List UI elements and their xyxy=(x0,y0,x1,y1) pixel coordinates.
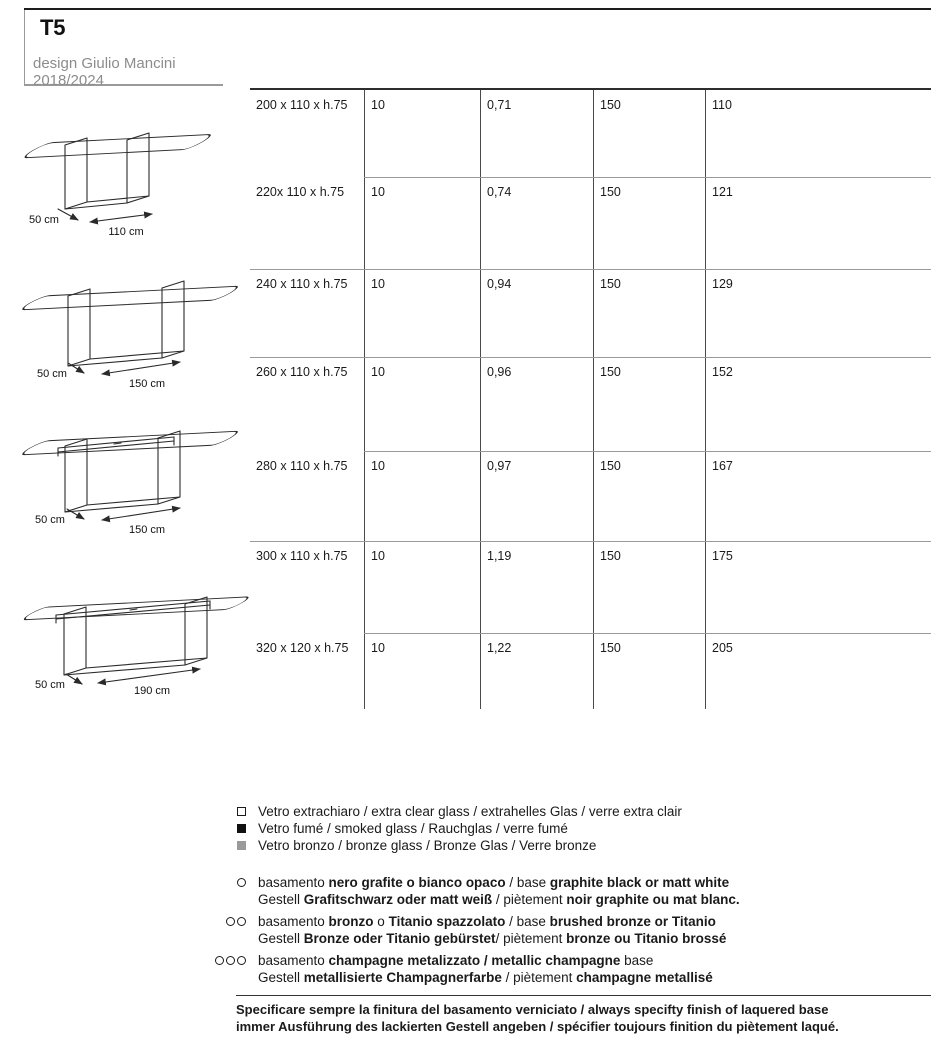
legend-text xyxy=(258,874,740,908)
left-support-panel xyxy=(68,289,90,366)
length-arrow xyxy=(102,362,180,374)
one-circle-icon xyxy=(215,874,246,908)
depth-label: 50 cm xyxy=(37,368,67,380)
volume-cell: 0,97 xyxy=(480,451,593,541)
tabletop-outline xyxy=(20,597,252,620)
finish-note xyxy=(236,995,931,1035)
depth-label: 50 cm xyxy=(29,214,59,226)
weight-cell: 167 xyxy=(705,451,931,541)
volume-cell: 1,22 xyxy=(480,633,593,709)
length-arrow xyxy=(90,214,152,222)
page-title: T5 xyxy=(40,15,66,40)
glass-legend xyxy=(215,803,682,854)
legend-item-base-champagne xyxy=(215,952,740,986)
spec-row-320 xyxy=(250,633,931,709)
legend-text xyxy=(258,952,713,986)
pack-cell: 150 xyxy=(593,451,705,541)
spec-row-220 xyxy=(250,177,931,269)
weight-cell: 110 xyxy=(705,90,931,177)
legend-line: basamento bronzo o Titanio spazzolato / base brushed bronze or Titanio xyxy=(258,914,716,929)
pack-cell: 150 xyxy=(593,269,705,357)
pack-cell: 150 xyxy=(593,177,705,269)
pack-cell: 150 xyxy=(593,541,705,633)
legend-text xyxy=(258,913,726,947)
table-diagram-110cm xyxy=(2,112,242,252)
thickness-cell: 10 xyxy=(364,269,480,357)
legend-line: Gestell Bronze oder Titanio gebürstet/ piètement bronze ou Titanio brossé xyxy=(258,931,727,946)
pack-cell: 150 xyxy=(593,633,705,709)
smoked-glass-swatch-icon xyxy=(215,824,246,833)
tabletop-outline xyxy=(20,134,215,158)
size-cell: 260 x 110 x h.75 xyxy=(256,365,348,379)
thickness-cell: 10 xyxy=(364,90,480,177)
thickness-cell: 10 xyxy=(364,541,480,633)
bronze-glass-swatch-icon xyxy=(215,841,246,850)
table-diagram-150cm-beam xyxy=(2,410,247,550)
length-label: 110 cm xyxy=(108,226,144,238)
table-diagram-150cm xyxy=(2,266,247,406)
base-finish-legend xyxy=(215,874,740,991)
thickness-cell: 10 xyxy=(364,357,480,451)
right-support-panel xyxy=(162,281,184,358)
volume-cell: 1,19 xyxy=(480,541,593,633)
size-cell: 240 x 110 x h.75 xyxy=(256,277,348,291)
legend-text: Vetro extrachiaro / extra clear glass / extrahelles Glas / verre extra clair xyxy=(258,804,682,819)
legend-item-smoked-glass xyxy=(215,820,682,837)
note-line-1: Specificare sempre la finitura del basamento verniciato / always specifty finish of laquered base xyxy=(236,1002,829,1017)
length-label: 150 cm xyxy=(128,378,166,390)
legend-line: Gestell Grafitschwarz oder matt weiß / piètement noir graphite ou mat blanc. xyxy=(258,892,740,907)
size-cell: 280 x 110 x h.75 xyxy=(256,459,348,473)
length-label: 150 cm xyxy=(128,524,166,536)
designer-credit: design Giulio Mancini 2018/2024 xyxy=(33,55,176,89)
spec-row-300 xyxy=(250,541,931,633)
weight-cell: 175 xyxy=(705,541,931,633)
legend-line: Gestell metallisierte Champagnerfarbe / piètement champagne metallisé xyxy=(258,970,713,985)
depth-arrow xyxy=(58,209,78,220)
spec-row-200 xyxy=(250,90,931,177)
legend-item-bronze-glass xyxy=(215,837,682,854)
size-cell: 320 x 120 x h.75 xyxy=(256,641,349,655)
thickness-cell: 10 xyxy=(364,451,480,541)
right-support-panel xyxy=(127,133,149,203)
tabletop-outline xyxy=(18,431,242,455)
thickness-cell: 10 xyxy=(364,177,480,269)
spec-row-280 xyxy=(250,451,931,541)
volume-cell: 0,74 xyxy=(480,177,593,269)
table-diagram-190cm-beam xyxy=(2,578,254,718)
pack-cell: 150 xyxy=(593,90,705,177)
size-cell: 200 x 110 x h.75 xyxy=(256,98,348,112)
legend-line: basamento nero grafite o bianco opaco / base graphite black or matt white xyxy=(258,875,730,890)
length-label: 190 cm xyxy=(133,685,171,697)
thickness-cell: 10 xyxy=(364,633,480,709)
pack-cell: 150 xyxy=(593,357,705,451)
legend-text: Vetro bronzo / bronze glass / Bronze Glas / Verre bronze xyxy=(258,838,597,853)
volume-cell: 0,71 xyxy=(480,90,593,177)
weight-cell: 129 xyxy=(705,269,931,357)
spec-row-260 xyxy=(250,357,931,451)
volume-cell: 0,94 xyxy=(480,269,593,357)
legend-item-base-graphite-white xyxy=(215,874,740,908)
length-arrow xyxy=(102,508,180,520)
clear-glass-swatch-icon xyxy=(215,807,246,816)
legend-text: Vetro fumé / smoked glass / Rauchglas / verre fumé xyxy=(258,821,568,836)
spec-row-240 xyxy=(250,269,931,357)
spec-table xyxy=(250,88,931,709)
header-box xyxy=(24,10,223,89)
legend-item-extra-clear-glass xyxy=(215,803,682,820)
size-cell: 300 x 110 x h.75 xyxy=(256,549,348,563)
depth-arrow xyxy=(66,674,82,684)
left-support-panel xyxy=(65,138,87,209)
tabletop-outline xyxy=(18,286,242,310)
depth-label: 50 cm xyxy=(35,679,65,691)
note-line-2: immer Ausführung des lackierten Gestell angeben / spécifier toujours finition du piètement laqué. xyxy=(236,1018,839,1034)
depth-label: 50 cm xyxy=(35,514,65,526)
weight-cell: 152 xyxy=(705,357,931,451)
volume-cell: 0,96 xyxy=(480,357,593,451)
weight-cell: 205 xyxy=(705,633,931,709)
two-circles-icon xyxy=(215,913,246,947)
weight-cell: 121 xyxy=(705,177,931,269)
legend-item-base-bronze-titanio xyxy=(215,913,740,947)
legend-line: basamento champagne metalizzato / metallic champagne base xyxy=(258,953,654,968)
three-circles-icon xyxy=(215,952,246,986)
size-cell: 220x 110 x h.75 xyxy=(256,185,345,199)
